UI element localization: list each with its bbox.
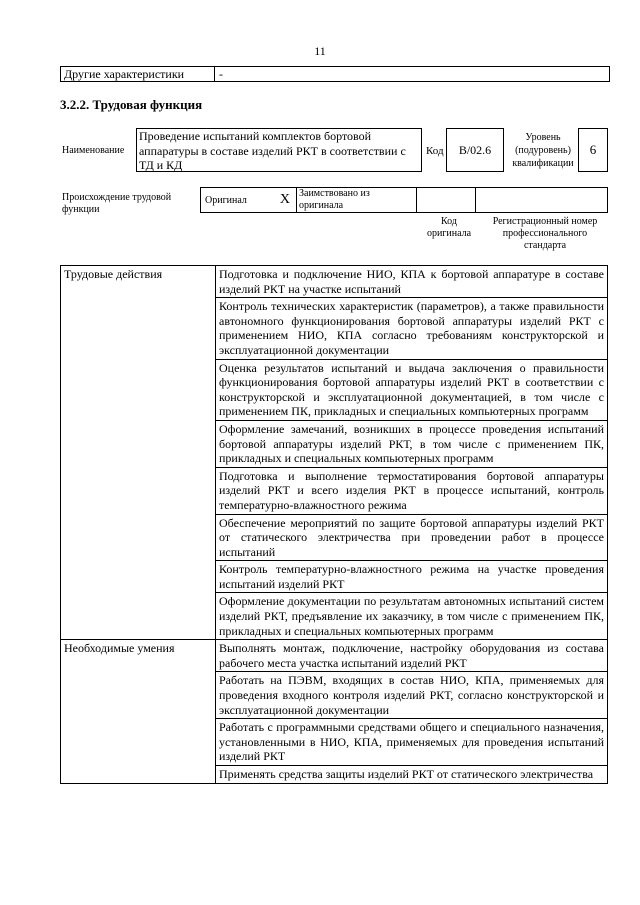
- other-characteristics-value: -: [219, 67, 223, 81]
- name-label: Наименование: [62, 145, 125, 156]
- section-item: Оформление замечаний, возникших в процессе проведения испытаний бортовой аппаратуры изделий РКТ, в том числе с применением ПК, прикладных и специальных компьютерных программ: [216, 420, 608, 467]
- section-item: Выполнять монтаж, подключение, настройку оборудования из состава рабочего места участка испытаний изделий РКТ: [216, 640, 608, 672]
- table-row: [61, 640, 608, 672]
- origin-table: [200, 187, 608, 213]
- origin-code-cell: [417, 188, 476, 212]
- section-item: Оформление документации по результатам автономных испытаний систем изделий РКТ, предъявление их заказчику, в том числе с применением ПК, прикладных и специальных компьютерных программ: [216, 593, 608, 640]
- origin-reg-cell: [476, 188, 607, 212]
- origin-code-caption: Код оригинала: [426, 216, 472, 239]
- section-heading: Трудовые действия: [61, 266, 216, 640]
- origin-original-cell: [201, 188, 297, 212]
- function-name: Проведение испытаний комплектов бортовой аппаратуры в составе изделий РКТ в соответствии с ТД и КД: [136, 128, 422, 172]
- section-item: Применять средства защиты изделий РКТ от статического электричества: [216, 766, 608, 784]
- other-characteristics-label: Другие характеристики: [61, 67, 215, 81]
- origin-original-label: Оригинал: [205, 194, 247, 206]
- section-item: Работать с программными средствами общего и специального назначения, установленными в НИО, КПА, применяемых для проведения испытаний изделий РКТ: [216, 719, 608, 766]
- origin-borrowed-label: Заимствовано из оригинала: [297, 188, 417, 212]
- code-label: Код: [426, 145, 444, 157]
- section-item: Подготовка и подключение НИО, КПА к бортовой аппаратуре в составе изделий РКТ на участке испытаний: [216, 266, 608, 298]
- section-heading: Необходимые умения: [61, 640, 216, 783]
- qualification-level: 6: [578, 128, 608, 172]
- section-item: Контроль температурно-влажностного режима на участке проведения испытаний изделий РКТ: [216, 561, 608, 593]
- origin-label: Происхождение трудовой функции: [62, 192, 172, 215]
- function-table: [60, 265, 608, 784]
- section-item: Работать на ПЭВМ, входящих в состав НИО, КПА, применяемых для проведения входного контроля изделий РКТ, согласно конструкторской и эксплуатационной документации: [216, 672, 608, 719]
- section-title: 3.2.2. Трудовая функция: [60, 97, 203, 112]
- page-number: 11: [314, 44, 326, 58]
- table-row: [61, 266, 608, 298]
- section-item: Оценка результатов испытаний и выдача заключения о правильности функционирования бортовой аппаратуры изделий РКТ в соответствии с конструкторской и эксплуатационной документацией, в том числе с применением ПК, прикладных и специальных компьютерных программ: [216, 359, 608, 420]
- section-item: Подготовка и выполнение термостатирования бортовой аппаратуры изделий РКТ и всего изделия РКТ в процессе испытаний, контроль температурно-влажностного режима: [216, 467, 608, 514]
- origin-reg-caption: Регистрационный номер профессионального стандарта: [492, 216, 598, 251]
- level-label: Уровень (подуровень) квалификации: [512, 132, 574, 169]
- section-item: Обеспечение мероприятий по защите бортовой аппаратуры изделий РКТ от статического электричества при проведении работ в процессе испытаний: [216, 514, 608, 561]
- function-code: B/02.6: [446, 128, 504, 172]
- section-item: Контроль технических характеристик (параметров), а также правильности автономного функционирования бортовой аппаратуры изделий РКТ с применением НИО, КПА согласно требованиям конструкторской и эксплуатационной документации: [216, 298, 608, 359]
- other-characteristics-row: [60, 66, 610, 82]
- origin-mark: X: [279, 192, 290, 207]
